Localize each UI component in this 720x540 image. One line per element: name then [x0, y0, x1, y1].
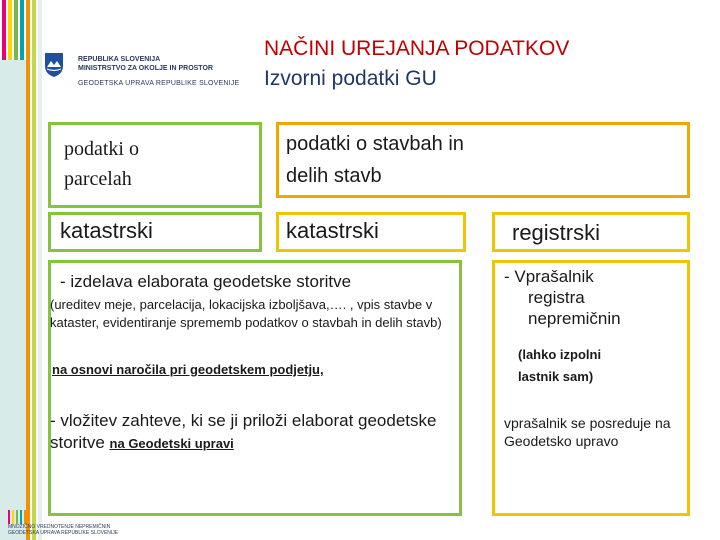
- footer-line-1: MNOŽIČNO VREDNOTENJE NEPREMIČNIN: [8, 524, 111, 530]
- vprasalnik-line-3: nepremičnin: [528, 309, 621, 328]
- title-line-1: NAČINI UREJANJA PODATKOV: [264, 37, 570, 60]
- posreduje-text: vprašalnik se posreduje na Geodetsko upravo: [504, 415, 671, 449]
- stavbe-line-1: podatki o stavbah in: [286, 133, 464, 155]
- register-label: registrski: [512, 220, 601, 245]
- coat-of-arms-icon: [44, 52, 64, 78]
- parcele-label: [64, 134, 139, 194]
- title-line-2: Izvorni podatki GU: [264, 67, 437, 90]
- vlozitev-text: - vložitev zahteve, ki se ji priloži elaborat geodetske storitve: [50, 411, 437, 452]
- lahko-line-2: lastnik sam): [518, 369, 594, 384]
- ministry-logo-text: [78, 56, 239, 89]
- izdelava-text: - izdelava elaborata geodetske storitve: [60, 272, 352, 291]
- lahko-line-1: (lahko izpolni: [518, 347, 602, 362]
- logo-line-3: GEODETSKA UPRAVA REPUBLIKE SLOVENIJE: [78, 80, 240, 87]
- lahko-text: [518, 344, 601, 388]
- vprasalnik-line-1: - Vprašalnik: [504, 267, 594, 286]
- footer-line-2: GEODETSKA UPRAVA REPUBLIKE SLOVENIJE: [8, 530, 119, 536]
- vprasalnik-line-2: registra: [528, 288, 585, 307]
- osnovi-text: na osnovi naročila pri geodetskem podjetju,: [52, 362, 324, 377]
- ureditev-text: (ureditev meje, parcelacija, lokacijska izboljšava,…. , vpis stavbe v kataster, evidentiranje sprememb podatkov o stavbah in delih stavb): [50, 297, 442, 330]
- footer-logo: [8, 510, 128, 536]
- vprasalnik-text: [504, 266, 621, 329]
- logo-line-2: MINISTRSTVO ZA OKOLJE IN PROSTOR: [78, 64, 213, 72]
- vlozitev-paragraph: [50, 410, 460, 455]
- logo-line-1: REPUBLIKA SLOVENIJA: [78, 56, 161, 63]
- side-panel: [0, 60, 26, 540]
- kataster-label-2: katastrski: [286, 218, 379, 243]
- stavbe-line-2: delih stavb: [286, 165, 382, 187]
- kataster-label-1: katastrski: [60, 218, 153, 243]
- stavbe-label: [286, 128, 464, 192]
- parcele-line-2: parcelah: [64, 168, 132, 190]
- page-title: [264, 34, 569, 94]
- parcele-line-1: podatki o: [64, 138, 139, 160]
- upravi-text: na Geodetski upravi: [109, 436, 234, 451]
